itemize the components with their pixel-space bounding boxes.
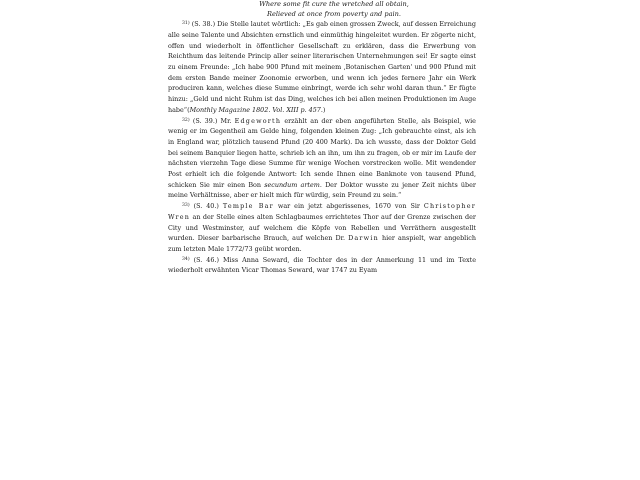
footnote-31 — [168, 19, 476, 115]
footnote-number: 34) — [182, 256, 190, 262]
place-name: Temple Bar — [222, 202, 274, 211]
page-reference: (S. 39.) — [192, 116, 218, 125]
footnote-text: Miss Anna Seward, die Tochter des in der Anmerkung 11 und im Texte wiederholt erwähnten Vicar Thomas Seward, war 1747 zu Eyam — [168, 255, 476, 275]
footnote-number: 32) — [182, 117, 190, 123]
source-open: ( — [187, 105, 190, 114]
footnote-text: Mr. — [220, 116, 232, 125]
footnote-32 — [168, 116, 476, 202]
footnote-text: an der Stelle eines alten Schlagbaumes errichtetes Thor auf der Grenze zwischen der City und Westminster, auf welchem die Köpfe von Rebellen und Verräthern ausgestellt wurden. Dieser barbarische Brauch, auf welchen Dr. — [168, 212, 476, 243]
verse-line-1: Where some fit cure the wretched all obtain, — [259, 0, 409, 8]
book-page — [168, 0, 476, 480]
footnote-text: Der Doktor wusste zu jener Zeit nichts über meine Verhältnisse, aber er hielt mich für würdig, sein Freund zu sein.“ — [168, 180, 476, 200]
source-close: ) — [322, 105, 326, 114]
footnote-33 — [168, 201, 476, 255]
footnote-text: Die Stelle lautet wörtlich: „Es gab einen grossen Zweck, auf dessen Erreichung alle seine Talente und Absichten ernstlich und einmüthig hingeleitet wurden. Er zögerte nicht, offen und wiederholt in öffentlicher Gesellschaft zu erklären, dass die Erwerbung von Reichthum das leitende Princip aller seiner literarischen Unternehmungen sei! Er sagte einst zu einem Freunde: „Ich habe 900 Pfund mit meinem ‚Botanischen Garten' und 900 Pfund mit dem ersten Bande meiner Zoonomie erworben, und wenn ich jedes fernere Jahr ein Werk produciren kann, welches diese Summe einbringt, werde ich sehr wohl daran thun.“ Er fügte hinzu: „Geld und nicht Ruhm ist das Ding, welches ich bei allen meinen Produktionen im Auge habe“ — [168, 20, 476, 114]
source-citation: Monthly Magazine 1802. Vol. XIII p. 457. — [189, 105, 323, 114]
page-reference: (S. 46.) — [193, 255, 219, 264]
verse-quote — [192, 0, 476, 19]
footnote-number: 31) — [182, 21, 190, 27]
page-reference: (S. 40.) — [193, 202, 219, 211]
footnote-number: 33) — [182, 203, 190, 209]
person-name: Darwin — [348, 234, 379, 243]
verse-line-2: Relieved at once from poverty and pain. — [267, 9, 401, 18]
latin-phrase: secundum artem. — [264, 180, 322, 189]
footnote-text: hier anspielt, war angeblich zum letzten Male 1772/73 geübt worden. — [168, 234, 476, 253]
footnote-text: erzählt an der eben angeführten Stelle, als Beispiel, wie wenig er im Gegentheil am Gelde hing, folgenden kleinen Zug: „Ich gebrauchte einst, als ich in England war, plötzlich tausend Pfund (20 400 Mark). Da ich wusste, dass der Doktor Geld bei seinem Banquier liegen hatte, schrieb ich an ihn, um ihn zu fragen, ob er mir im Laufe der nächsten vierzehn Tage diese Summe für wenige Wochen vorstrecken wolle. Mit wendender Post erhielt ich die folgende Antwort: Ich sende Ihnen eine Banknote von tausend Pfund, schicken Sie mir einen Bon — [168, 116, 476, 189]
footnote-34 — [168, 255, 476, 276]
person-name: Edgeworth — [234, 116, 282, 125]
page-reference: (S. 38.) — [191, 20, 216, 29]
person-name: Christopher Wren — [168, 202, 476, 221]
footnote-text: war ein jetzt abgerissenes, 1670 von Sir — [277, 202, 420, 211]
